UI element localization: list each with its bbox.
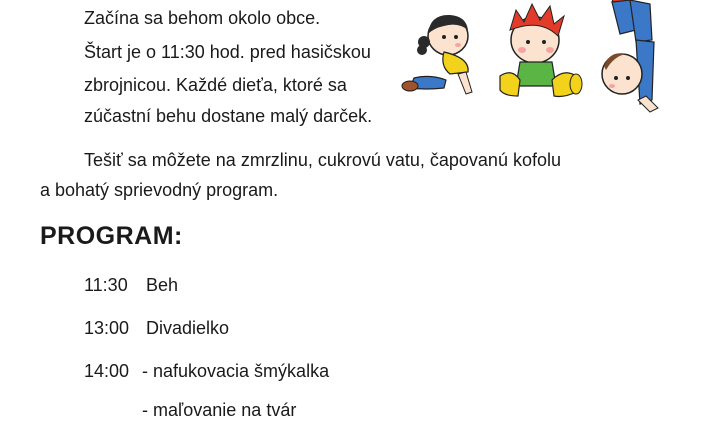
program-label: - nafukovacia šmýkalka — [142, 361, 330, 381]
intro-line: zbrojnicou. Každé dieťa, ktoré sa — [84, 75, 347, 95]
sitting-boy-figure — [500, 4, 582, 97]
program-heading: PROGRAM: — [40, 222, 183, 250]
program-label: Beh — [146, 275, 179, 295]
intro-line: Začína sa behom okolo obce. — [84, 8, 321, 28]
playing-children-icon — [400, 0, 670, 115]
bending-boy-figure — [602, 0, 658, 112]
paragraph-line: a bohatý sprievodný program. — [40, 180, 279, 200]
program-time: 11:30 — [84, 275, 128, 295]
intro-line: zúčastní behu dostane malý darček. — [84, 106, 373, 126]
program-time: 14:00 — [84, 361, 130, 381]
intro-line: Štart je o 11:30 hod. pred hasičskou — [84, 42, 371, 62]
program-label: Divadielko — [146, 318, 230, 338]
program-time: 13:00 — [84, 318, 130, 338]
paragraph-line: Tešiť sa môžete na zmrzlinu, cukrovú vatu, čapovanú kofolu — [84, 150, 561, 170]
program-label: - maľovanie na tvár — [142, 400, 297, 420]
crawling-girl-figure — [402, 15, 472, 94]
